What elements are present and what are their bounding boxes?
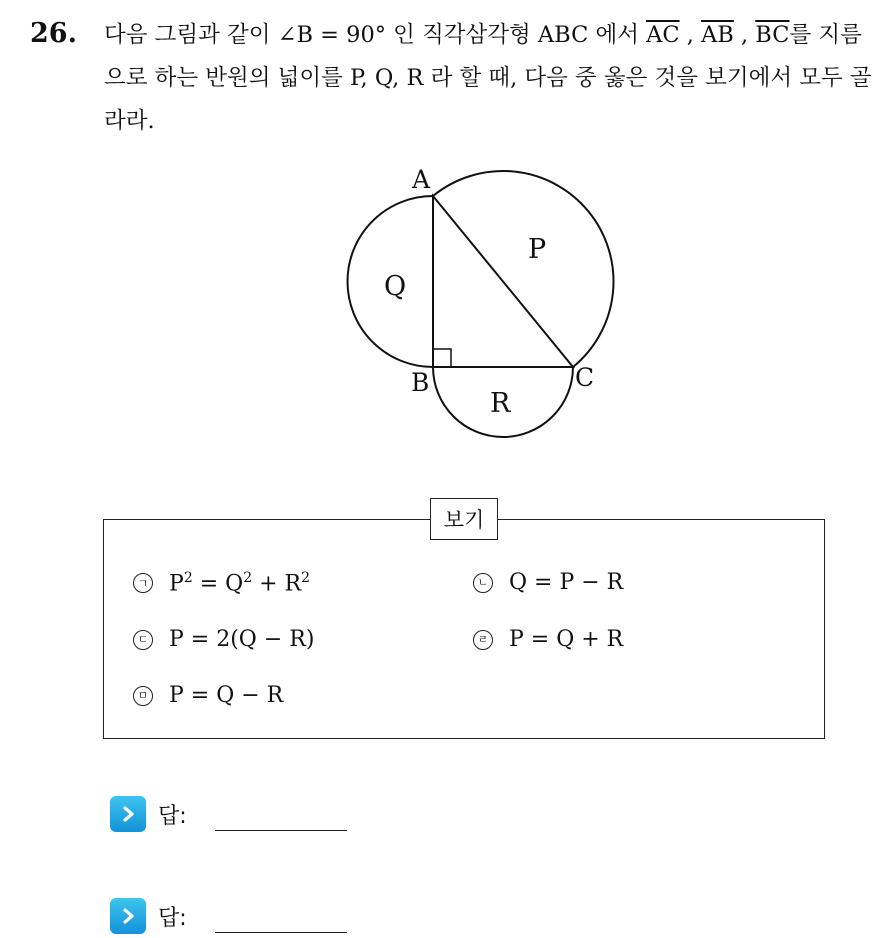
right-angle-mark (433, 349, 451, 367)
choice-marker: ㄱ (133, 573, 153, 593)
choice-option-4 (473, 627, 623, 652)
vertex-label-b: B (411, 368, 430, 397)
choice-text: P = Q + R (509, 627, 624, 652)
vertex-label-a: A (412, 165, 431, 194)
answer-label: 답: (158, 803, 187, 829)
region-label-r: R (490, 388, 511, 419)
answer-blank[interactable] (215, 932, 347, 933)
segment-ab: $\overline{AB}$ (701, 22, 734, 48)
answer-row-1 (110, 796, 187, 832)
choice-marker: ㄷ (133, 630, 153, 650)
answer-blank[interactable] (215, 830, 347, 831)
semicircle-p (433, 171, 614, 367)
chevron-right-icon (110, 796, 146, 832)
choice-option-5 (133, 683, 283, 708)
question-number: 26. (30, 18, 77, 49)
segment-ac: $\overline{AC}$ (646, 22, 680, 48)
choice-text: P = Q − R (169, 683, 284, 708)
chevron-right-icon (110, 898, 146, 934)
triangle-abc (433, 196, 573, 367)
choice-marker: ㄴ (473, 573, 493, 593)
separator: , (733, 22, 756, 48)
separator: , (679, 22, 702, 48)
vertex-label-c: C (575, 363, 595, 392)
choice-option-2 (473, 570, 623, 595)
answer-label: 답: (158, 905, 187, 931)
question-text-part2: 를 지름으로 하는 반원의 넓이를 P, Q, R 라 할 때, 다음 중 옳은 것을 보기에서 모두 골라라. (104, 22, 872, 134)
region-label-p: P (528, 234, 547, 265)
choice-option-3 (133, 627, 314, 652)
region-label-q: Q (384, 271, 407, 302)
figure-semicircles (330, 160, 630, 450)
segment-bc: $\overline{BC}$ (755, 22, 790, 48)
choices-box-title: 보기 (430, 498, 498, 540)
choice-text: P = 2(Q − R) (169, 627, 315, 652)
choice-text: Q = P − R (509, 570, 624, 595)
choice-option-1 (133, 570, 310, 596)
question-text-part1: 다음 그림과 같이 ∠B = 90° 인 직각삼각형 ABC 에서 (104, 22, 647, 48)
choice-text: $P^2 = Q^2 + R^2$ (169, 570, 311, 597)
question-text (104, 14, 874, 143)
answer-row-2 (110, 898, 187, 934)
choice-marker: ㅁ (133, 686, 153, 706)
choice-marker: ㄹ (473, 630, 493, 650)
